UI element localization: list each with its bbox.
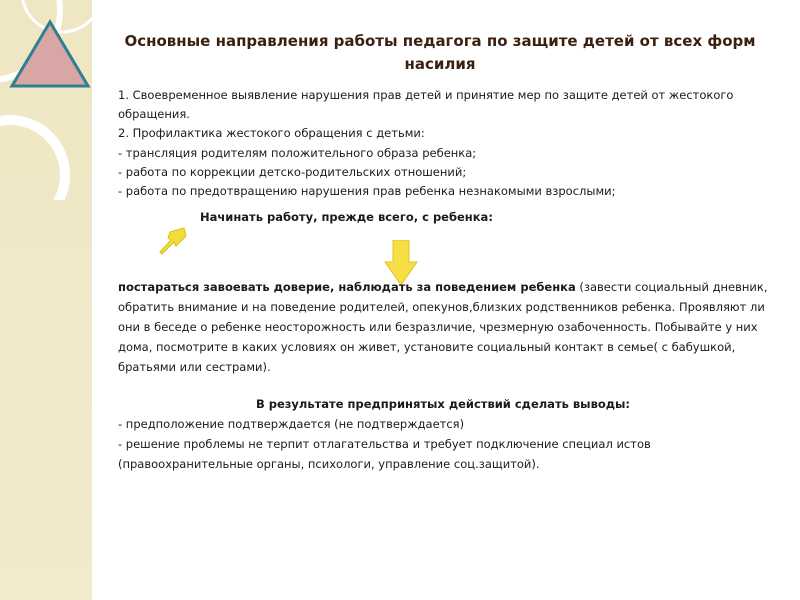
page-title: Основные направления работы педагога по защите детей от всех форм насилия	[124, 32, 756, 73]
body-paragraph	[118, 277, 768, 377]
body-text: (завести социальный дневник, обратить внимание и на поведение родителей, опекунов,близких родственников ребенка. Проявляют ли они в беседе о ребенке неосторожность или безразличие, чрезмерную озабоченность. Побывайте у них дома, посмотрите в каких условиях он живет, установите социальный контакт в семье( с бабушкой, братьями или сестрами).	[118, 280, 768, 374]
results-heading: В результате предпринятых действий сделать выводы:	[255, 397, 631, 411]
intro-bullet: - работа по предотвращению нарушения прав ребенка незнакомыми взрослыми;	[118, 184, 616, 199]
intro-line: 2. Профилактика жестокого обращения с детьми:	[118, 126, 425, 141]
triangle-icon	[12, 22, 88, 86]
results-item: (правоохранительные органы, психологи, управление соц.защитой).	[118, 457, 540, 471]
results-item: - решение проблемы не терпит отлагательства и требует подключение специал истов	[118, 437, 651, 451]
subheading: Начинать работу, прежде всего, с ребенка:	[200, 210, 493, 224]
ring-decoration	[0, 120, 65, 200]
intro-line: 1. Своевременное выявление нарушения прав детей и принятие мер по защите детей от жестокого обращения.	[118, 88, 734, 122]
intro-list	[118, 86, 768, 201]
pushpin-icon	[156, 226, 190, 260]
intro-bullet: - работа по коррекции детско-родительских отношений;	[118, 164, 467, 179]
results-list	[118, 414, 768, 474]
results-item: - предположение подтверждается (не подтверждается)	[118, 417, 465, 431]
body-bold-lead: постараться завоевать доверие, наблюдать за поведением ребенка	[118, 280, 576, 294]
intro-bullet: - трансляция родителям положительного образа ребенка;	[118, 145, 477, 160]
